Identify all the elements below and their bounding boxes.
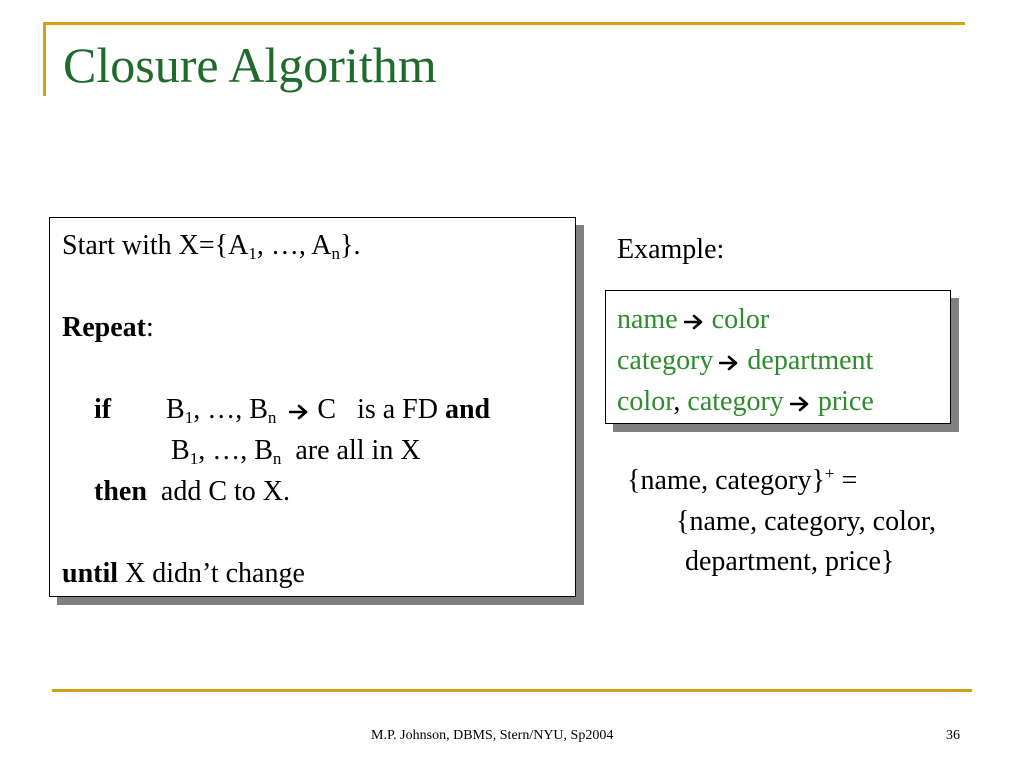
closure-line-2: {name, category, color, [676,506,937,537]
algo-start-line: Start with $X=\{A_1$, …, $A_n$}. [62,230,361,263]
footer-text: M.P. Johnson, DBMS, Stern/NYU, Sp2004 [371,728,614,743]
arrow-right-icon [684,313,706,331]
fd-row-1: name color [617,304,770,335]
algorithm-box [49,217,576,597]
arrow-right-icon [719,354,741,372]
algo-then-line: then add C to X. [94,476,291,507]
algo-if-line: if [94,394,112,425]
algo-if-condition: $B_1$, …, $B_n$ C is a FD and [166,394,491,427]
algo-until-line: until X didn’t change [62,558,305,589]
page-number: 36 [946,728,960,743]
example-box [605,290,951,424]
left-frame-line [43,22,46,96]
arrow-right-icon [790,395,812,413]
arrow-right-icon [289,403,311,421]
top-frame-line [43,22,965,25]
algo-if-continuation: $B_1$, …, $B_n$ are all in X [171,435,421,468]
slide-title: Closure Algorithm [63,37,437,93]
fd-row-3: color, category price [617,386,874,417]
closure-line-3: department, price} [685,546,895,577]
algo-repeat-line: Repeat: [62,312,154,343]
fd-row-2: category department [617,345,874,376]
closure-line-1: {name, category}+ = [627,464,858,496]
example-label: Example: [617,234,725,265]
footer-line [52,689,972,692]
